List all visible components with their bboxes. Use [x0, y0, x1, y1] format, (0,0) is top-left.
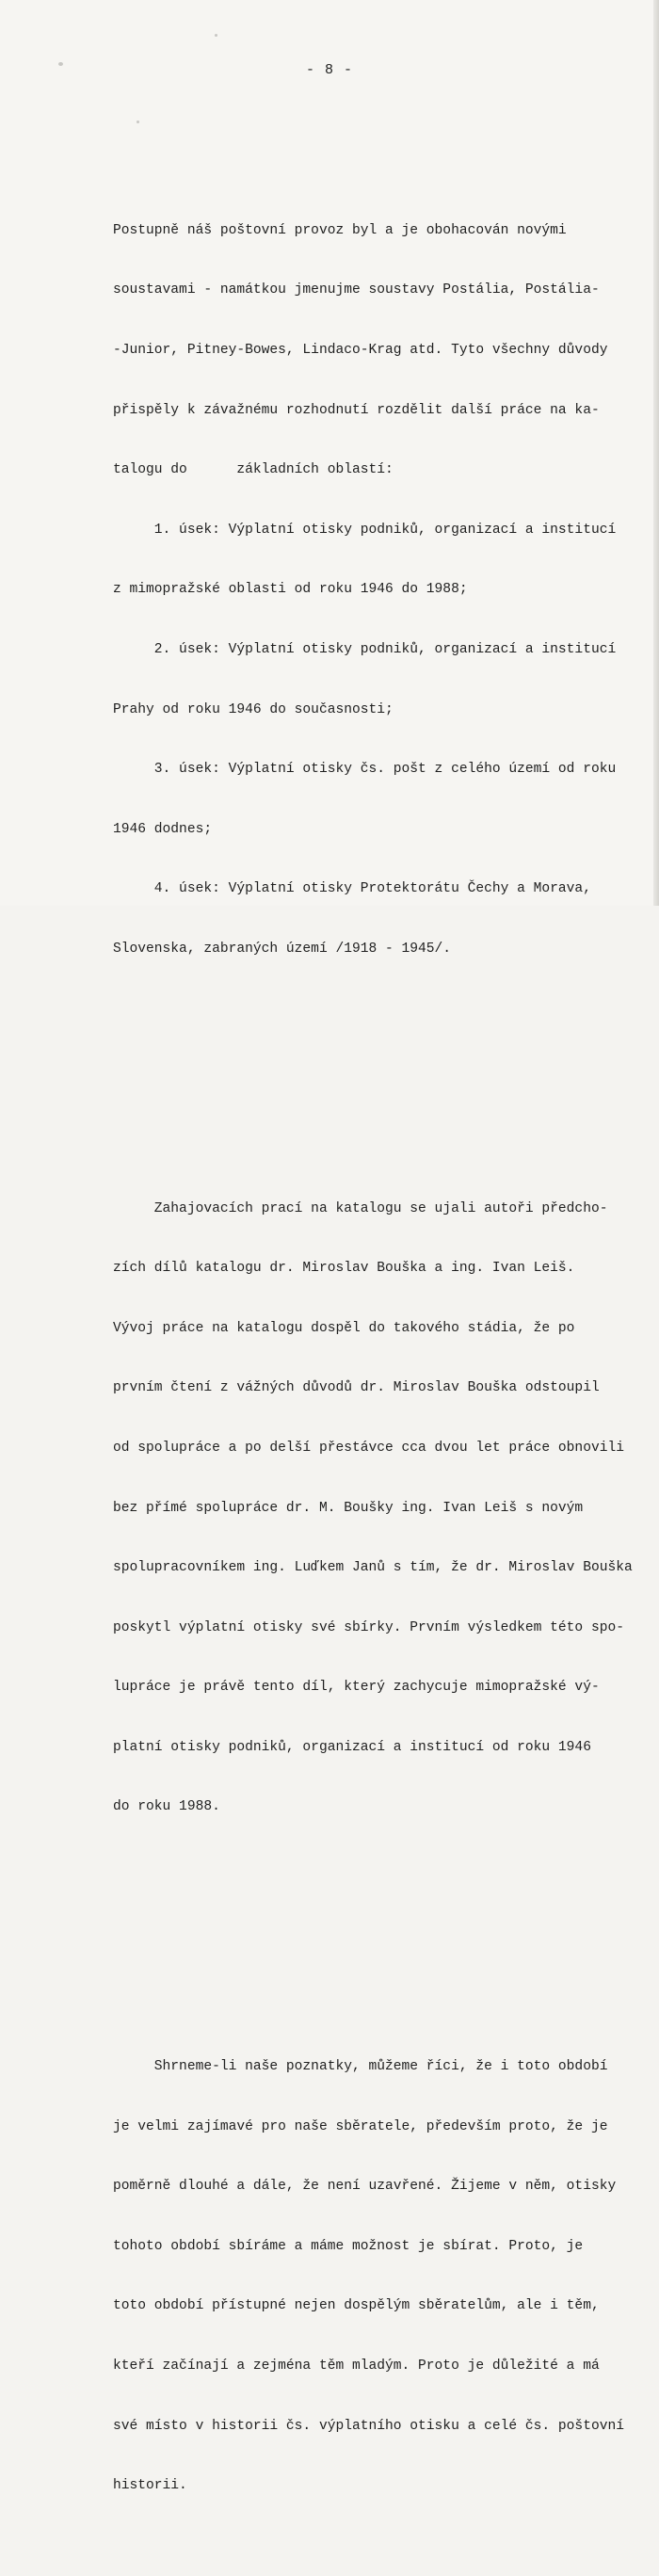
text-line: prvním čtení z vážných důvodů dr. Miroslav Bouška odstoupil: [113, 1380, 600, 1396]
text-line: Postupně náš poštovní provoz byl a je obohacován novými: [113, 222, 567, 238]
page-edge-shadow: [653, 0, 659, 906]
text-line: 1. úsek: Výplatní otisky podniků, organizací a institucí: [113, 522, 617, 538]
text-line: své místo v historii čs. výplatního otisku a celé čs. poštovní: [113, 2418, 624, 2434]
paragraph-gap: [113, 1100, 603, 1119]
scan-speck: [215, 34, 217, 37]
text-line: 2. úsek: Výplatní otisky podniků, organizací a institucí: [113, 641, 617, 657]
text-line: talogu do základních oblastí:: [113, 462, 394, 478]
text-line: Zahajovacích prací na katalogu se ujali autoři předcho-: [113, 1200, 608, 1216]
text-line: z mimopražské oblasti od roku 1946 do 1988;: [113, 582, 468, 598]
paragraph-gap: [113, 1957, 603, 1977]
paragraph-2: [113, 1159, 633, 1858]
paragraph-1: [113, 181, 617, 999]
text-line: přispěly k závažnému rozhodnutí rozdělit další práce na ka-: [113, 402, 600, 418]
text-line: tohoto období sbíráme a máme možnost je sbírat. Proto, je: [113, 2238, 584, 2254]
text-line: Shrneme-li naše poznatky, můžeme říci, že i toto období: [113, 2059, 608, 2075]
text-line: platní otisky podniků, organizací a institucí od roku 1946: [113, 1739, 591, 1755]
text-line: Prahy od roku 1946 do současnosti;: [113, 701, 394, 717]
text-line: poměrně dlouhé a dále, že není uzavřené. Žijeme v něm, otisky: [113, 2179, 617, 2195]
text-line: lupráce je právě tento díl, který zachycuje mimopražské vý-: [113, 1680, 600, 1696]
text-line: 3. úsek: Výplatní otisky čs. pošt z celého území od roku: [113, 762, 617, 778]
text-line: historii.: [113, 2478, 187, 2494]
text-line: soustavami - namátkou jmenujme soustavy Postália, Postália-: [113, 282, 600, 298]
text-line: -Junior, Pitney-Bowes, Lindaco-Krag atd. Tyto všechny důvody: [113, 343, 608, 358]
text-line: spolupracovníkem ing. Luďkem Janů s tím, že dr. Miroslav Bouška: [113, 1560, 633, 1576]
paragraph-gap: [113, 1039, 603, 1059]
paragraph-gap: [113, 1897, 603, 1917]
paragraph-3: [113, 2018, 624, 2536]
text-line: bez přímé spolupráce dr. M. Boušky ing. Ivan Leiš s novým: [113, 1500, 584, 1516]
text-line: do roku 1988.: [113, 1799, 220, 1815]
text-line: 4. úsek: Výplatní otisky Protektorátu Čechy a Morava,: [113, 881, 591, 897]
text-line: od spolupráce a po delší přestávce cca dvou let práce obnovili: [113, 1440, 624, 1456]
text-line: zích dílů katalogu dr. Miroslav Bouška a ing. Ivan Leiš.: [113, 1261, 575, 1277]
text-line: Vývoj práce na katalogu dospěl do takového stádia, že po: [113, 1320, 575, 1336]
text-line: toto období přístupné nejen dospělým sběratelům, ale i těm,: [113, 2298, 600, 2314]
text-line: poskytl výplatní otisky své sbírky. Prvním výsledkem této spo-: [113, 1619, 624, 1635]
text-line: je velmi zajímavé pro naše sběratele, především proto, že je: [113, 2118, 608, 2134]
text-line: 1946 dodnes;: [113, 821, 213, 837]
text-line: Slovenska, zabraných území /1918 - 1945/.: [113, 941, 452, 957]
body-text: [113, 141, 633, 2576]
page-number: - 8 -: [305, 62, 353, 78]
scan-speck: [137, 121, 139, 123]
text-line: kteří začínají a zejména těm mladým. Proto je důležité a má: [113, 2359, 600, 2375]
